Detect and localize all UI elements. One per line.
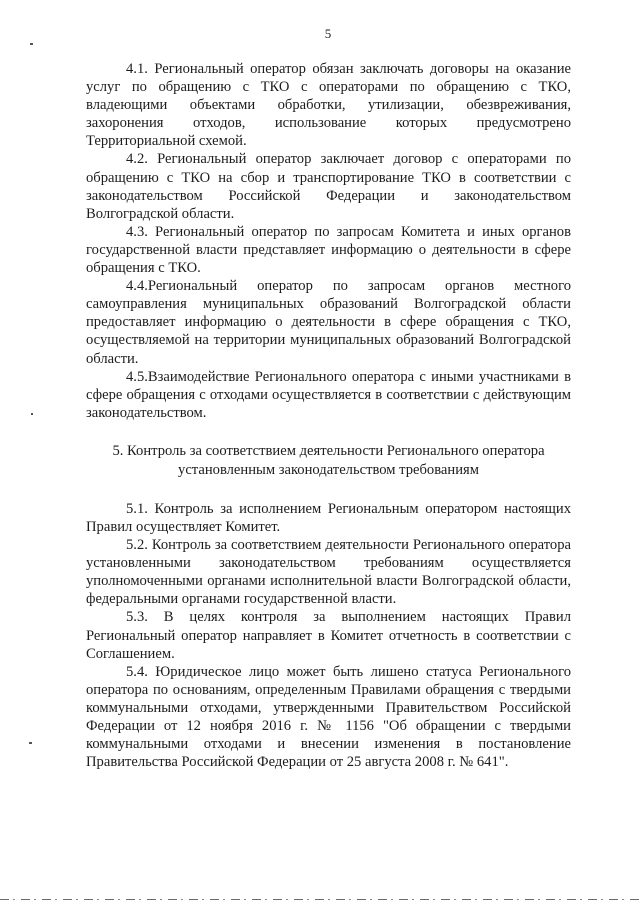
page-number: 5: [324, 26, 332, 41]
section-heading-line-1: 5. Контроль за соответствием деятельности Регионального оператора: [112, 442, 545, 459]
scan-artifact-mark: [29, 742, 32, 744]
section-heading-line-2: установленным законодательством требованиям: [178, 461, 479, 478]
paragraph-5-4: 5.4. Юридическое лицо может быть лишено статуса Регионального оператора по основаниям, определенным Правилами обращения с твердыми коммунальными отходами, утвержденными Правительством Российской Федерации от 12 ноября 2016 г. № 1156 "Об обращении с твердыми коммунальными отходами и внесении изменения в постановление Правительства Российской Федерации от 25 августа 2008 г. № 641".: [86, 663, 571, 771]
scan-bottom-edge: [0, 899, 640, 900]
paragraph-5-2: 5.2. Контроль за соответствием деятельности Регионального оператора установленными законодательством требованиям осуществляется уполномоченными органами исполнительной власти Волгоградской области, федеральными органами государственной власти.: [86, 537, 571, 608]
paragraph-4-1: 4.1. Региональный оператор обязан заключать договоры на оказание услуг по обращению с ТКО с операторами по обращению с ТКО, владеющими объектами обработки, утилизации, обезвреживания, захоронения отходов, использование которых предусмотрено Территориальной схемой.: [86, 61, 571, 150]
scan-artifact-mark: [30, 43, 33, 45]
paragraph-4-3: 4.3. Региональный оператор по запросам Комитета и иных органов государственной власти представляет информацию о деятельности в сфере обращения с ТКО.: [86, 223, 571, 277]
paragraph-5-1: 5.1. Контроль за исполнением Региональным оператором настоящих Правил осуществляет Комитет.: [86, 500, 571, 535]
document-body: [86, 60, 571, 771]
paragraph-5-3: 5.3. В целях контроля за выполнением настоящих Правил Региональный оператор направляет в Комитет отчетность в соответствии с Соглашением.: [86, 609, 571, 662]
section-5-heading: [86, 442, 571, 480]
paragraph-4-4: 4.4.Региональный оператор по запросам органов местного самоуправления муниципальных образований Волгоградской области предоставляет информацию о деятельности в сфере обращения с ТКО, осуществляемой на территории муниципальных образований Волгоградской области.: [86, 278, 571, 367]
scan-artifact-mark: [31, 413, 33, 415]
paragraph-4-5: 4.5.Взаимодействие Регионального оператора с иными участниками в сфере обращения с отходами осуществляется в соответствии с действующим законодательством.: [86, 368, 571, 421]
paragraph-4-2: 4.2. Региональный оператор заключает договор с операторами по обращению с ТКО на сбор и транспортирование ТКО в соответствии с законодательством Российской Федерации и законодательством Волгоградской области.: [86, 151, 571, 222]
